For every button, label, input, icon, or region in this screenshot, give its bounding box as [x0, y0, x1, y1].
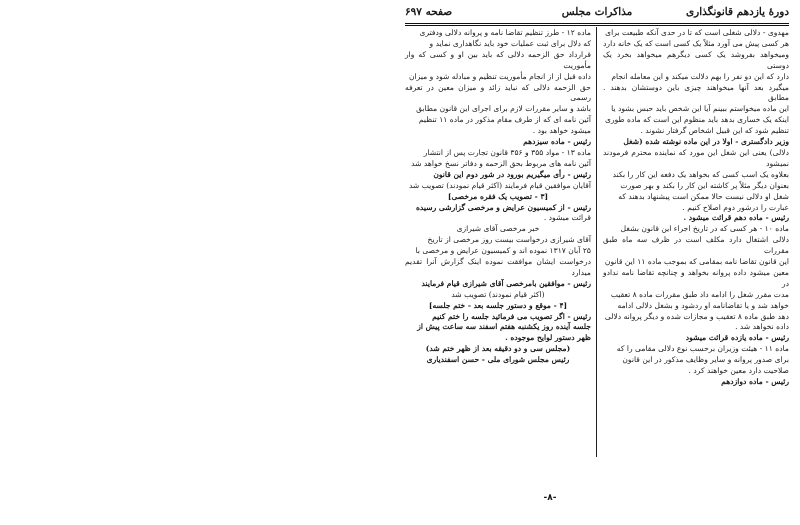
text-line: ومیخواهد بفروشد یک کسی دیگرهم میخواهد بخرد یک دوستی — [603, 49, 789, 70]
text-line: داده قبل از از انجام مأموریت تنظیم و مبادله شود و میزان — [408, 71, 591, 81]
right-column — [603, 28, 789, 388]
text-line: درخواست ایشان موافقت نموده اینک گزارش آنرا تقدیم میدارد — [405, 257, 591, 277]
text-line: خواهد شد و یا تقاضانامه او ردشود و بشغل دلالی ادامه — [617, 300, 789, 310]
text-line: قرارداد حق الزحمه دلالی که باید بین او و کسی که وار مأموریت — [405, 49, 591, 70]
text-line: بعلاوه یک اسب کسی که بخواهد یک دفعه این کار را بکند — [612, 169, 789, 179]
text-line: ۲۵ آبان ۱۳۱۷ نموده اند و کمیسیون عرایض و مرخصی با — [415, 246, 591, 256]
text-line: این قانون تقاضا نامه بمقامی که بموجب ماده ۱۱ این قانون — [604, 257, 789, 267]
text-line: داده نخواهد شد . — [735, 322, 789, 332]
text-line: قرائت میشود . — [543, 213, 591, 223]
text-line: ماده ۱۲ - طرز تنظیم تقاضا نامه و پروانه دلالی ودفتری — [419, 28, 591, 37]
page-title: مذاکرات مجلس — [561, 6, 633, 18]
text-line: وزیر دادگستری - اولا در این ماده نوشته شده (شغل — [623, 137, 789, 147]
text-line: (اکثر قیام نمودند) تصویب شد — [451, 289, 545, 299]
text-line: عبارت را درشور دوم اصلاح کنیم . — [682, 202, 789, 212]
text-line: معین میشود داده پروانه بخواهد و چنانچه تقاضا نامه ندادو در — [603, 267, 789, 288]
session-title: دورهٔ یازدهم قانونگذاری — [685, 6, 789, 18]
text-line: آئین نامه های مربوط بحق الزحمه و دفاتر نسخ خواهد شد — [411, 158, 591, 168]
page-number: صفحه ۶۹۷ — [405, 6, 453, 18]
text-line: (مجلس سی و دو دقیقه بعد از ظهر ختم شد) — [425, 344, 571, 354]
text-line: هر کسی پیش می آورد مثلاً یک کسی است که یک خانه دارد — [603, 38, 789, 48]
text-line: جلسه آینده روز یکشنبه هفتم اسفند سه ساعت پیش از — [417, 322, 591, 332]
page-header — [405, 6, 789, 22]
text-line: تنظیم شود که این قبیل اشخاص گرفتار نشوند . — [640, 126, 789, 136]
text-line: برای صدور پروانه و سایر وظایف مذکور در این قانون — [622, 355, 789, 365]
text-line: آقای شیرازی درخواست بیست روز مرخصی از تاریخ — [427, 235, 591, 245]
text-line: مدت مقرر شغل را ادامه داد طبق مقررات ماده ۸ تعقیب — [610, 289, 789, 299]
text-line: باشد و سایر مقررات لازم برای اجرای این قانون مطابق — [416, 104, 591, 114]
column-divider — [596, 27, 597, 457]
text-line: این ماده میخواستم ببینم آیا این شخص باید حبس بشود یا — [611, 104, 789, 114]
text-line: رئیس - اگر تصویب می فرمائید جلسه را ختم کنیم — [432, 311, 591, 321]
text-line: آئین نامه ای که از طرف مقام مذکور در ماده ۱۱ تنظیم — [418, 115, 591, 125]
text-line: ظهر دستور لوایح موجوده . — [505, 333, 591, 343]
page-footer-number: -۸- — [543, 493, 557, 503]
header-rule-double — [405, 25, 789, 26]
text-line: آقایان موافقین قیام فرمایند (اکثر قیام نمودند) تصویب شد — [408, 180, 591, 190]
text-line: دلالی اشتغال دارد مکلف است در ظرف سه ماه طبق مقررات — [603, 235, 789, 256]
text-line: بعنوان دیگر مثلاً پر کاشته این کار را بکند و بهر صورت — [620, 180, 789, 190]
header-rule — [405, 23, 789, 24]
text-line: دهد طبق ماده ۸ تعقیب و مجازات شده و دیگر پروانه دلالی — [604, 311, 789, 321]
text-line: [۳ - تصویب یک فقره مرخصی] — [447, 191, 549, 201]
text-line: میگیرد بعد آنها میخواهند چیزی باین دوستشان بدهند . مطابق — [603, 82, 789, 103]
text-line: که دلال برای ثبت عملیات خود باید نگاهداری نماید و — [429, 38, 591, 48]
text-line: حق الزحمه دلالی که نباید زائد و میزان معین در تعرفه رسمی — [405, 82, 591, 103]
text-line: رئیس - ماده سیزدهم — [523, 137, 591, 147]
text-line: رئیس - رأی میگیریم بورود در شور دوم این قانون — [433, 169, 591, 179]
text-line: رئیس - از کمیسیون عرایض و مرخصی گزارشی رسیده — [415, 202, 591, 212]
text-line: دلالی) یعنی این شغل این مورد که نماینده محترم فرمودند نمیشود — [603, 147, 789, 168]
text-line: میشود خواهد بود . — [532, 126, 591, 136]
text-line: رئیس مجلس شورای ملی - حسن اسفندیاری — [426, 355, 570, 365]
text-line: ماده ۱۱ - هیئت وزیران برحسب نوع دلالی مقامی را که — [616, 344, 789, 354]
text-line: مهدوی - دلالی شغلی است که تا در حدی آنکه طبیعت برای — [605, 28, 789, 37]
text-line: اینکه یک خساری بدهد باید منظوم این است که ماده طوری — [605, 115, 789, 125]
text-line: ماده ۱۳ - مواد ۳۵۵ و ۳۵۶ قانون تجارت پس از انتشار — [423, 147, 591, 157]
text-line: رئیس - ماده دهم قرائت میشود . — [683, 213, 789, 223]
text-line: رئیس - ماده دوازدهم — [721, 377, 789, 386]
text-line: رئیس - موافقین بامرخصی آقای شیرازی قیام فرمایند — [421, 278, 591, 288]
left-column — [405, 28, 591, 366]
text-line: رئیس - ماده یازده قرائت میشود — [685, 333, 789, 343]
text-line: صلاحیت دارد معین خواهند کرد . — [688, 366, 789, 376]
text-line: دارد که این دو نفر را بهم دلالت میکند و این معامله انجام — [611, 71, 789, 81]
text-line: [۴ - موقع و دستور جلسه بعد - ختم جلسه] — [428, 300, 568, 310]
document-page — [405, 6, 789, 476]
text-line: شغل او دلالی نیست حالا ممکن است پیشنهاد بدهند که — [618, 191, 789, 201]
text-line: ماده ۱۰ - هر کسی که در تاریخ اجراء این قانون بشغل — [620, 224, 789, 234]
text-line: خبر مرخصی آقای شیرازی — [456, 224, 540, 234]
